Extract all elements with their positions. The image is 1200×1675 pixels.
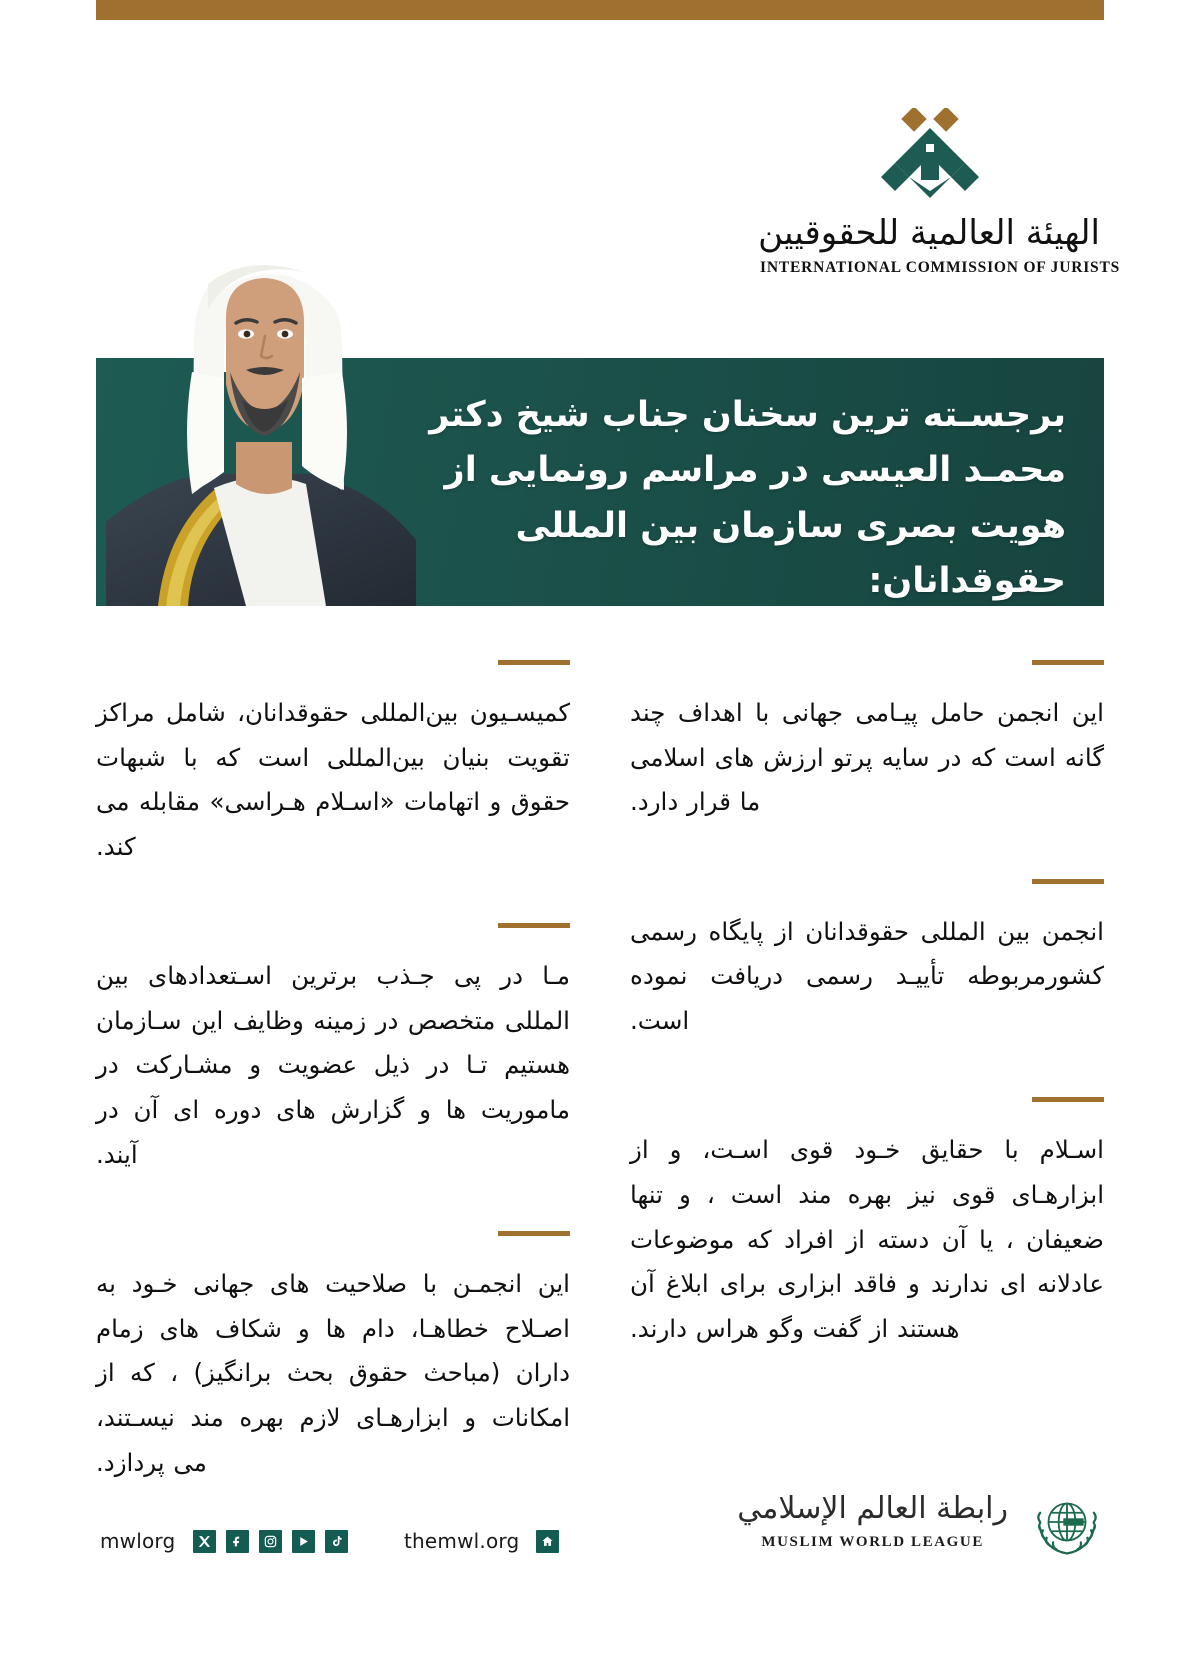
quote-text: اسـلام با حقایق خـود قوی اسـت، و از ابزارهـای قوی نیز بهره مند است ، و تنها ضعیفان ، یا آن دسته از افراد که موضوعات عادلانه ای ندارند و فاقد ابزاری برای ابلاغ آن هستند از گفت وگو هراس دارند. <box>630 1135 1104 1343</box>
mwl-arabic-name: رابطة العالم الإسلامي <box>737 1490 1008 1526</box>
home-icon[interactable] <box>536 1530 559 1553</box>
instagram-icon[interactable] <box>259 1530 282 1553</box>
accent-rule <box>498 660 570 665</box>
accent-rule <box>498 1231 570 1236</box>
quote-text: کمیسـیون بین‌المللی حقوقدانان، شامل مراکز تقویت بنیان بین‌المللی است که با شبهات حقوق و اتهامات «اسـلام هـراسی» مقابله می کند. <box>96 698 570 861</box>
icj-logo <box>758 108 1121 277</box>
quote-text: این انجمن حامل پیـامی جهانی با اهداف چند گانه است که در سایه پرتو ارزش های اسلامی ما قرار دارد. <box>630 698 1104 817</box>
mwl-english-name: MUSLIM WORLD LEAGUE <box>761 1533 984 1550</box>
social-handle: mwlorg <box>100 1529 176 1553</box>
column-right <box>96 660 570 1539</box>
column-left <box>630 660 1104 1539</box>
website-link[interactable] <box>404 1529 559 1553</box>
icj-english-name: INTERNATIONAL COMMISSION OF JURISTS <box>760 259 1121 276</box>
quotes-columns <box>96 660 1104 1539</box>
accent-rule <box>1032 879 1104 884</box>
youtube-icon[interactable] <box>292 1530 315 1553</box>
quote-block <box>96 923 570 1177</box>
mwl-logo <box>737 1485 1104 1559</box>
portrait-illustration <box>96 222 426 606</box>
quote-text: مـا در پی جـذب برترین اسـتعدادهای بین المللی متخصص در زمینه وظایف این سـازمان هستیم تـا در ذیل عضویت و مشـارکت در ماموریت ها و گزارش های دوره ای آن در آیند. <box>96 961 570 1169</box>
quote-block <box>96 660 570 869</box>
quote-text: انجمن بین المللی حقوقدانان از پایگاه رسمی کشورمربوطه تأییـد رسمی دریافت نموده است. <box>630 916 1104 1035</box>
accent-rule <box>498 923 570 928</box>
x-twitter-icon[interactable] <box>193 1530 216 1553</box>
top-accent-bar <box>96 0 1104 20</box>
mwl-globe-emblem <box>1030 1485 1104 1559</box>
accent-rule <box>1032 660 1104 665</box>
hero-title: برجسـته ترین سخنان جناب شیخ دکتر محمـد العیسی در مراسم رونمایی از هویت بصری سازمان بین المللی حقوقدانان: <box>429 395 1066 601</box>
website-label: themwl.org <box>404 1529 520 1553</box>
footer <box>96 1477 1104 1587</box>
facebook-icon[interactable] <box>226 1530 249 1553</box>
quote-block <box>630 1097 1104 1351</box>
quote-block <box>96 1231 570 1485</box>
accent-rule <box>1032 1097 1104 1102</box>
tiktok-icon[interactable] <box>325 1530 348 1553</box>
quote-block <box>630 660 1104 825</box>
mwl-logo-text <box>737 1490 1008 1551</box>
icj-arabic-name: الهيئة العالمية للحقوقيين <box>758 213 1100 253</box>
quote-block <box>630 879 1104 1044</box>
social-links <box>100 1529 348 1553</box>
portrait-photo <box>96 222 426 606</box>
icj-diamond-mark <box>865 108 995 208</box>
quote-text: این انجمـن با صلاحیت های جهانی خـود به اصـلاح خطاهـا، دام ها و شکاف های زمام داران (مباحث حقوق بحث برانگیز) ، که از امکانات و ابزارهـای لازم بهره مند نیسـتند، می پردازد. <box>96 1269 570 1477</box>
